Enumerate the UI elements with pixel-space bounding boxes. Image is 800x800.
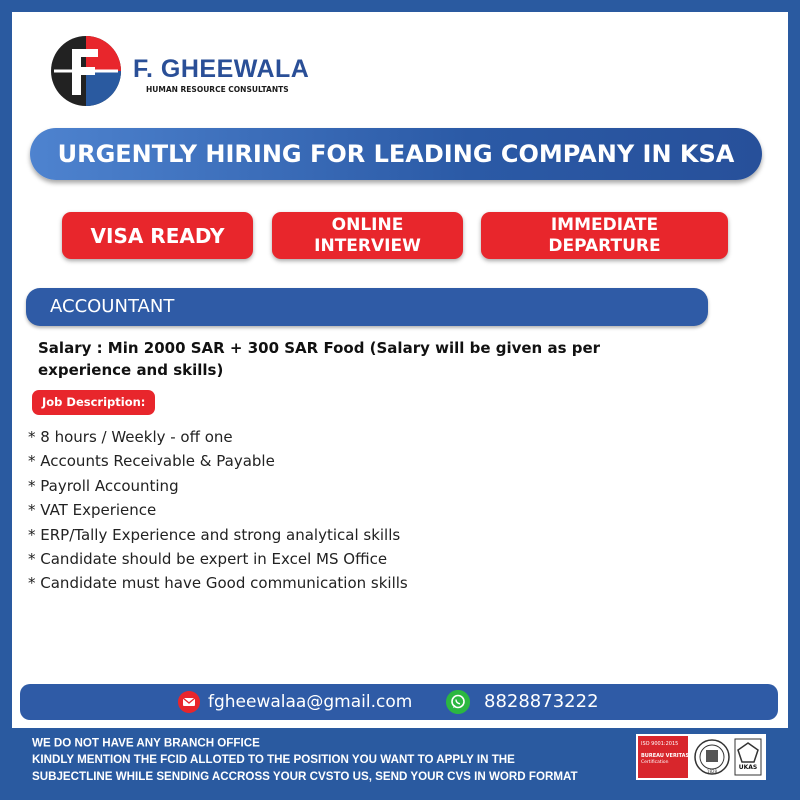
list-item: * Candidate must have Good communication skills: [28, 574, 408, 593]
mail-icon: [178, 691, 200, 713]
footer-line-1: WE DO NOT HAVE ANY BRANCH OFFICE: [32, 735, 260, 750]
hiring-headline: URGENTLY HIRING FOR LEADING COMPANY IN KSA: [30, 128, 762, 180]
phone-number[interactable]: 8828873222: [484, 691, 599, 712]
bureau-veritas-seal-icon: [694, 738, 730, 776]
iso-label: ISO 9001:2015: [641, 741, 679, 747]
visa-ready-label: VISA READY: [90, 223, 225, 248]
visa-ready-badge: [62, 212, 253, 259]
list-item: * Payroll Accounting: [28, 476, 179, 495]
company-tagline: HUMAN RESOURCE CONSULTANTS: [146, 85, 289, 94]
immediate-departure-line2: DEPARTURE: [548, 235, 661, 256]
immediate-departure-badge: [481, 212, 728, 259]
list-item: * ERP/Tally Experience and strong analytical skills: [28, 525, 401, 544]
footer-line-2: KINDLY MENTION THE FCID ALLOTED TO THE POSITION YOU WANT TO APPLY IN THE: [32, 752, 515, 767]
footer-line-3: SUBJECTLINE WHILE SENDING ACCROSS YOUR CVSTO US, SEND YOUR CVS IN WORD FORMAT: [32, 769, 578, 784]
salary-text: Salary : Min 2000 SAR + 300 SAR Food (Salary will be given as per experience and skills): [38, 339, 601, 379]
online-interview-line1: ONLINE: [331, 214, 404, 235]
company-name: F. GHEEWALA: [133, 55, 310, 83]
seal-year: 1828: [706, 769, 718, 774]
job-title: ACCOUNTANT: [26, 288, 708, 326]
list-item: * Accounts Receivable & Payable: [28, 452, 275, 471]
bureau-veritas-label: BUREAU VERITAS: [641, 753, 690, 759]
immediate-departure-line1: IMMEDIATE: [550, 214, 659, 235]
ukas-label: UKAS: [738, 764, 758, 771]
footer-notes: [32, 735, 622, 785]
company-logo: [50, 35, 310, 105]
logo-globe-icon: [50, 35, 122, 107]
list-item: * 8 hours / Weekly - off one: [28, 428, 233, 446]
list-item: * VAT Experience: [28, 501, 157, 520]
iso-certification-badge: [638, 736, 688, 778]
online-interview-line2: INTERVIEW: [314, 235, 421, 256]
email-link[interactable]: fgheewalaa@gmail.com: [208, 692, 413, 712]
certification-label: Certification: [641, 760, 669, 765]
online-interview-badge: [272, 212, 463, 259]
job-description-label: Job Description:: [32, 390, 155, 415]
whatsapp-icon: [446, 690, 470, 714]
list-item: * Candidate should be expert in Excel MS Office: [28, 549, 388, 568]
duties-list: [28, 425, 408, 596]
certification-logos: [636, 734, 766, 780]
ukas-logo-icon: [734, 738, 762, 776]
